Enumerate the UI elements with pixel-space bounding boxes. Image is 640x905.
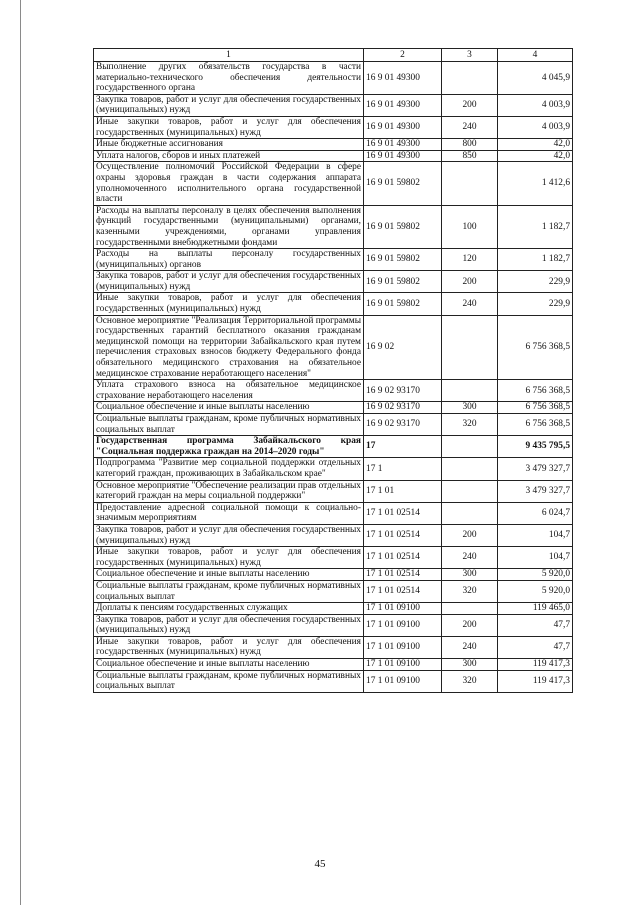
table-header-row (94, 49, 573, 62)
header-col-1: 1 (94, 49, 364, 62)
row-sum-cell: 104,7 (498, 524, 573, 546)
table-row (94, 315, 573, 380)
row-name-cell: Закупка товаров, работ и услуг для обеспечения государственных (муниципальных) нужд (94, 524, 364, 546)
row-type-cell (442, 62, 498, 95)
table-row (94, 293, 573, 315)
row-sum-cell: 104,7 (498, 547, 573, 569)
row-code-cell: 17 1 01 09100 (364, 636, 442, 658)
table-row (94, 636, 573, 658)
row-sum-cell: 3 479 327,7 (498, 480, 573, 502)
table-body (94, 62, 573, 693)
row-name-cell: Расходы на выплаты персоналу в целях обеспечения выполнения функций государственными (муниципальными) органами, казенными учреждениями, органами управления государственными внебюджетными фондами (94, 205, 364, 248)
row-name-cell: Предоставление адресной социальной помощи к социально-значимым мероприятиям (94, 502, 364, 524)
row-type-cell (442, 480, 498, 502)
row-type-cell: 200 (442, 524, 498, 546)
row-name-cell: Подпрограмма "Развитие мер социальной поддержки отдельных категорий граждан, проживающих в Забайкальском крае" (94, 458, 364, 480)
row-type-cell (442, 162, 498, 205)
row-code-cell: 16 9 01 59802 (364, 271, 442, 293)
row-sum-cell: 119 417,3 (498, 659, 573, 671)
row-code-cell: 16 9 01 59802 (364, 293, 442, 315)
row-name-cell: Уплата налогов, сборов и иных платежей (94, 150, 364, 162)
row-code-cell: 17 1 01 09100 (364, 670, 442, 692)
row-type-cell: 320 (442, 580, 498, 602)
row-code-cell: 16 9 02 (364, 315, 442, 380)
row-type-cell: 240 (442, 116, 498, 138)
table-row (94, 271, 573, 293)
row-type-cell (442, 603, 498, 615)
table-row (94, 670, 573, 692)
row-type-cell: 200 (442, 271, 498, 293)
row-name-cell: Иные закупки товаров, работ и услуг для обеспечения государственных (муниципальных) нужд (94, 636, 364, 658)
row-sum-cell: 1 182,7 (498, 249, 573, 271)
table-row (94, 139, 573, 151)
row-code-cell: 17 1 01 (364, 480, 442, 502)
table-row (94, 436, 573, 458)
row-code-cell: 16 9 01 59802 (364, 205, 442, 248)
row-name-cell: Социальное обеспечение и иные выплаты населению (94, 659, 364, 671)
table-row (94, 547, 573, 569)
row-name-cell: Иные закупки товаров, работ и услуг для обеспечения государственных (муниципальных) нужд (94, 116, 364, 138)
row-sum-cell: 4 045,9 (498, 62, 573, 95)
row-code-cell: 16 9 01 49300 (364, 62, 442, 95)
header-col-4: 4 (498, 49, 573, 62)
row-code-cell: 17 1 01 02514 (364, 547, 442, 569)
table-row (94, 659, 573, 671)
table-row (94, 580, 573, 602)
row-code-cell: 16 9 01 59802 (364, 249, 442, 271)
table-row (94, 94, 573, 116)
table-row (94, 402, 573, 414)
row-name-cell: Расходы на выплаты персоналу государственных (муниципальных) органов (94, 249, 364, 271)
row-code-cell: 17 1 01 09100 (364, 614, 442, 636)
row-sum-cell: 3 479 327,7 (498, 458, 573, 480)
row-name-cell: Закупка товаров, работ и услуг для обеспечения государственных (муниципальных) нужд (94, 614, 364, 636)
table-row (94, 614, 573, 636)
row-name-cell: Социальные выплаты гражданам, кроме публичных нормативных социальных выплат (94, 580, 364, 602)
row-type-cell: 300 (442, 569, 498, 581)
row-sum-cell: 5 920,0 (498, 580, 573, 602)
row-code-cell: 17 1 01 09100 (364, 603, 442, 615)
page-edge-line (20, 0, 21, 905)
row-name-cell: Доплаты к пенсиям государственных служащих (94, 603, 364, 615)
row-code-cell: 17 (364, 436, 442, 458)
table-row (94, 150, 573, 162)
table-row (94, 116, 573, 138)
row-type-cell: 100 (442, 205, 498, 248)
row-type-cell (442, 315, 498, 380)
row-type-cell (442, 380, 498, 402)
row-sum-cell: 42,0 (498, 139, 573, 151)
row-sum-cell: 5 920,0 (498, 569, 573, 581)
row-name-cell: Осуществление полномочий Российской Федерации в сфере охраны здоровья граждан в части содержания аппарата уполномоченного исполнительного органа государственной власти (94, 162, 364, 205)
row-name-cell: Социальное обеспечение и иные выплаты населению (94, 569, 364, 581)
row-code-cell: 17 1 01 02514 (364, 502, 442, 524)
row-type-cell: 240 (442, 636, 498, 658)
table-row (94, 62, 573, 95)
row-sum-cell: 47,7 (498, 636, 573, 658)
table-row (94, 380, 573, 402)
budget-table (93, 48, 573, 693)
row-sum-cell: 6 024,7 (498, 502, 573, 524)
table-row (94, 480, 573, 502)
header-col-2: 2 (364, 49, 442, 62)
row-code-cell: 17 1 (364, 458, 442, 480)
row-type-cell: 300 (442, 402, 498, 414)
row-type-cell: 120 (442, 249, 498, 271)
row-name-cell: Государственная программа Забайкальского края "Социальная поддержка граждан на 2014–2020 годы" (94, 436, 364, 458)
row-name-cell: Уплата страхового взноса на обязательное медицинское страхование неработающего населения (94, 380, 364, 402)
row-type-cell: 200 (442, 94, 498, 116)
row-sum-cell: 6 756 368,5 (498, 414, 573, 436)
row-sum-cell: 4 003,9 (498, 94, 573, 116)
table-row (94, 603, 573, 615)
row-name-cell: Социальные выплаты гражданам, кроме публичных нормативных социальных выплат (94, 670, 364, 692)
row-type-cell: 240 (442, 547, 498, 569)
row-sum-cell: 6 756 368,5 (498, 380, 573, 402)
row-sum-cell: 119 417,3 (498, 670, 573, 692)
row-type-cell: 320 (442, 670, 498, 692)
row-code-cell: 17 1 01 02514 (364, 569, 442, 581)
row-type-cell: 200 (442, 614, 498, 636)
row-code-cell: 16 9 02 93170 (364, 380, 442, 402)
table-row (94, 569, 573, 581)
row-sum-cell: 229,9 (498, 293, 573, 315)
row-code-cell: 16 9 01 59802 (364, 162, 442, 205)
row-name-cell: Закупка товаров, работ и услуг для обеспечения государственных (муниципальных) нужд (94, 271, 364, 293)
row-type-cell: 800 (442, 139, 498, 151)
row-sum-cell: 42,0 (498, 150, 573, 162)
row-name-cell: Социальные выплаты гражданам, кроме публичных нормативных социальных выплат (94, 414, 364, 436)
row-sum-cell: 229,9 (498, 271, 573, 293)
row-type-cell (442, 436, 498, 458)
row-code-cell: 17 1 01 02514 (364, 580, 442, 602)
table-row (94, 162, 573, 205)
row-sum-cell: 47,7 (498, 614, 573, 636)
row-code-cell: 16 9 01 49300 (364, 116, 442, 138)
row-type-cell: 240 (442, 293, 498, 315)
row-name-cell: Основное мероприятие "Обеспечение реализации прав отдельных категорий граждан на меры социальной поддержки" (94, 480, 364, 502)
table-row (94, 205, 573, 248)
row-type-cell (442, 458, 498, 480)
row-sum-cell: 1 412,6 (498, 162, 573, 205)
row-name-cell: Выполнение других обязательств государства в части материально-технического обеспечения деятельности государственного органа (94, 62, 364, 95)
row-name-cell: Иные бюджетные ассигнования (94, 139, 364, 151)
row-name-cell: Основное мероприятие "Реализация Территориальной программы государственных гарантий бесплатного оказания гражданам медицинской помощи на территории Забайкальского края путем перечисления страховых взносов бюджету Федерального фонда обязательного медицинского страхования на обязательное медицинское страхование неработающего населения" (94, 315, 364, 380)
row-code-cell: 17 1 01 09100 (364, 659, 442, 671)
row-code-cell: 16 9 01 49300 (364, 150, 442, 162)
row-name-cell: Социальное обеспечение и иные выплаты населению (94, 402, 364, 414)
page-number: 45 (314, 858, 326, 870)
header-col-3: 3 (442, 49, 498, 62)
row-type-cell (442, 502, 498, 524)
row-code-cell: 16 9 02 93170 (364, 414, 442, 436)
row-code-cell: 16 9 01 49300 (364, 94, 442, 116)
row-type-cell: 300 (442, 659, 498, 671)
row-sum-cell: 9 435 795,5 (498, 436, 573, 458)
table-row (94, 414, 573, 436)
row-name-cell: Закупка товаров, работ и услуг для обеспечения государственных (муниципальных) нужд (94, 94, 364, 116)
row-code-cell: 16 9 01 49300 (364, 139, 442, 151)
row-sum-cell: 4 003,9 (498, 116, 573, 138)
row-name-cell: Иные закупки товаров, работ и услуг для обеспечения государственных (муниципальных) нужд (94, 547, 364, 569)
row-sum-cell: 119 465,0 (498, 603, 573, 615)
row-name-cell: Иные закупки товаров, работ и услуг для обеспечения государственных (муниципальных) нужд (94, 293, 364, 315)
row-type-cell: 850 (442, 150, 498, 162)
row-type-cell: 320 (442, 414, 498, 436)
row-sum-cell: 6 756 368,5 (498, 402, 573, 414)
table-row (94, 249, 573, 271)
row-code-cell: 17 1 01 02514 (364, 524, 442, 546)
table-row (94, 524, 573, 546)
row-code-cell: 16 9 02 93170 (364, 402, 442, 414)
table-row (94, 458, 573, 480)
row-sum-cell: 6 756 368,5 (498, 315, 573, 380)
row-sum-cell: 1 182,7 (498, 205, 573, 248)
table-row (94, 502, 573, 524)
